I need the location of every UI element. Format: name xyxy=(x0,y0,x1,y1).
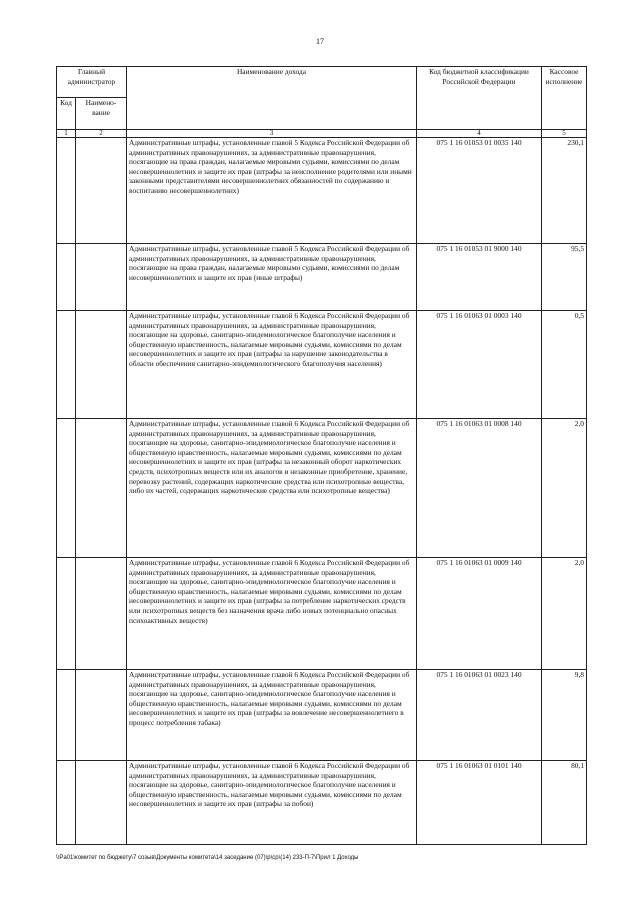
column-number: 1 xyxy=(57,130,76,138)
admin-code-cell xyxy=(57,761,76,845)
header-admin-name: Наимено-вание xyxy=(76,98,127,130)
income-table xyxy=(56,66,587,845)
table-row xyxy=(57,761,587,845)
header-main-admin: Главный администратор xyxy=(57,67,127,98)
admin-code-cell xyxy=(57,311,76,419)
admin-name-cell xyxy=(76,558,127,670)
admin-name-cell xyxy=(76,138,127,244)
income-name-cell: Административные штрафы, установленные главой 6 Кодекса Российской Федерации об административных правонарушениях, за административные правонарушения, посягающие на здоровье, санитарно-эпидемиологическое благополучие населения и общественную нравственность, налагаемые мировыми судьями, комиссиями по делам несовершеннолетних и защите их прав (штрафы за нарушение законодательства в области обеспечения санитарно-эпидемиологического благополучия населения) xyxy=(127,311,417,419)
income-name-cell: Административные штрафы, установленные главой 6 Кодекса Российской Федерации об административных правонарушениях, за административные правонарушения, посягающие на здоровье, санитарно-эпидемиологическое благополучие населения и общественную нравственность, налагаемые мировыми судьями, комиссиями по делам несовершеннолетних и защите их прав (штрафы за потребление наркотических средств или психотропных веществ без назначения врача либо новых потенциально опасных психоактивных веществ) xyxy=(127,558,417,670)
income-name-cell: Административные штрафы, установленные главой 5 Кодекса Российской Федерации об административных правонарушениях, за административные правонарушения, посягающие на права граждан, налагаемые мировыми судьями, комиссиями по делам несовершеннолетних и защите их прав (штрафы за неисполнение родителями или иными законными представителями несовершеннолетних обязанностей по содержанию и воспитанию несовершеннолетних) xyxy=(127,138,417,244)
cash-amount-cell: 80,1 xyxy=(542,761,587,845)
income-name-cell: Административные штрафы, установленные главой 6 Кодекса Российской Федерации об административных правонарушениях, за административные правонарушения, посягающие на здоровье, санитарно-эпидемиологическое благополучие населения и общественную нравственность, налагаемые мировыми судьями, комиссиями по делам несовершеннолетних и защите их прав (штрафы за вовлечение несовершеннолетнего в процесс потребления табака) xyxy=(127,670,417,761)
admin-name-cell xyxy=(76,244,127,311)
table-row xyxy=(57,244,587,311)
budget-code-cell: 075 1 16 01063 01 0101 140 xyxy=(417,761,542,845)
budget-code-cell: 075 1 16 01053 01 9000 140 xyxy=(417,244,542,311)
footer-file-path: \\Pa01\комитет по бюджету\7 созыв\Документы комитета\14 заседание (07)\р\ср\(14) 233-П-7\Прил 1 Доходы xyxy=(56,855,359,861)
budget-code-cell: 075 1 16 01063 01 0023 140 xyxy=(417,670,542,761)
budget-code-cell: 075 1 16 01063 01 0009 140 xyxy=(417,558,542,670)
cash-amount-cell: 230,1 xyxy=(542,138,587,244)
income-name-cell: Административные штрафы, установленные главой 6 Кодекса Российской Федерации об административных правонарушениях, за административные правонарушения, посягающие на здоровье, санитарно-эпидемиологическое благополучие населения и общественную нравственность, налагаемые мировыми судьями, комиссиями по делам несовершеннолетних и защите их прав (штрафы за побои) xyxy=(127,761,417,845)
cash-amount-cell: 0,5 xyxy=(542,311,587,419)
page-number: 17 xyxy=(316,37,324,46)
column-number: 2 xyxy=(76,130,127,138)
column-number: 5 xyxy=(542,130,587,138)
table-row xyxy=(57,138,587,244)
budget-code-cell: 075 1 16 01063 01 0008 140 xyxy=(417,419,542,558)
header-budget-code: Код бюджетной классификации Российской Федерации xyxy=(417,67,542,130)
table-row xyxy=(57,419,587,558)
admin-code-cell xyxy=(57,670,76,761)
cash-amount-cell: 2,0 xyxy=(542,558,587,670)
budget-code-cell: 075 1 16 01053 01 0035 140 xyxy=(417,138,542,244)
table-row xyxy=(57,558,587,670)
column-number: 3 xyxy=(127,130,417,138)
header-code: Код xyxy=(57,98,76,130)
admin-code-cell xyxy=(57,138,76,244)
cash-amount-cell: 2,0 xyxy=(542,419,587,558)
admin-name-cell xyxy=(76,311,127,419)
admin-name-cell xyxy=(76,761,127,845)
income-name-cell: Административные штрафы, установленные главой 6 Кодекса Российской Федерации об административных правонарушениях, за административные правонарушения, посягающие на здоровье, санитарно-эпидемиологическое благополучие населения и общественную нравственность, налагаемые мировыми судьями, комиссиями по делам несовершеннолетних и защите их прав (штрафы за незаконный оборот наркотических средств, психотропных веществ или их аналогов и незаконные приобретение, хранение, перевозку растений, содержащих наркотические средства или психотропные вещества, либо их частей, содержащих наркотические средства или психотропные вещества) xyxy=(127,419,417,558)
admin-name-cell xyxy=(76,419,127,558)
budget-code-cell: 075 1 16 01063 01 0003 140 xyxy=(417,311,542,419)
header-cash-execution: Кассовое исполнение xyxy=(542,67,587,130)
header-income-name: Наименование дохода xyxy=(127,67,417,130)
admin-code-cell xyxy=(57,244,76,311)
table-row xyxy=(57,670,587,761)
admin-name-cell xyxy=(76,670,127,761)
column-number: 4 xyxy=(417,130,542,138)
cash-amount-cell: 95,5 xyxy=(542,244,587,311)
income-name-cell: Административные штрафы, установленные главой 5 Кодекса Российской Федерации об административных правонарушениях, за административные правонарушения, посягающие на права граждан, налагаемые мировыми судьями, комиссиями по делам несовершеннолетних и защите их прав (иные штрафы) xyxy=(127,244,417,311)
admin-code-cell xyxy=(57,558,76,670)
admin-code-cell xyxy=(57,419,76,558)
cash-amount-cell: 9,8 xyxy=(542,670,587,761)
table-row xyxy=(57,311,587,419)
